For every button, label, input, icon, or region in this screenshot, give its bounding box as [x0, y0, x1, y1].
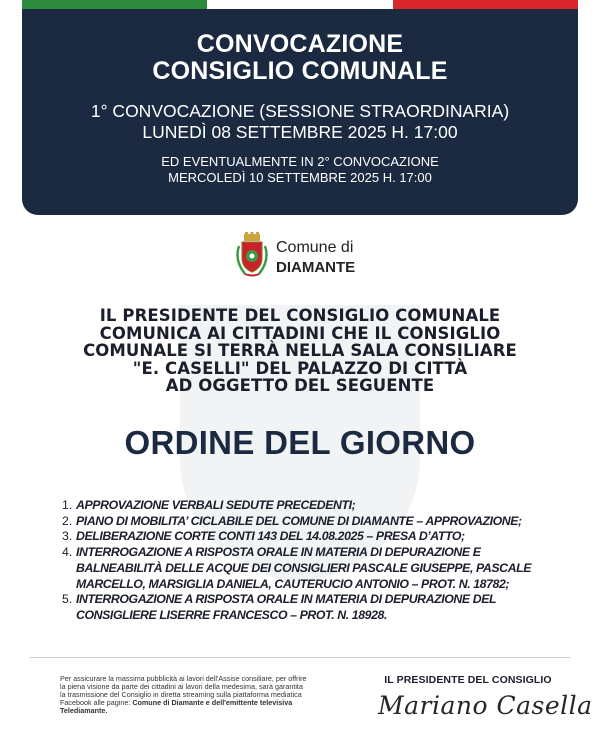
agenda-item-text: APPROVAZIONE VERBALI SEDUTE PRECEDENTI;: [76, 498, 356, 512]
agenda-title: ORDINE DEL GIORNO: [124, 424, 476, 461]
handwritten-signature: Mariano Casella: [378, 691, 593, 720]
agenda-item: [62, 514, 552, 530]
agenda-list: [62, 498, 552, 624]
second-convocation-line2: MERCOLEDÌ 10 SETTEMBRE 2025 H. 17:00: [168, 170, 432, 185]
streaming-note-text: Per assicurare la massima pubblicità ai lavori dell'Assise consiliare, per offrire la piena visione da parte dei cittadini ai lavori della medesima, sarà garantita la trasmissione del Consiglio in diretta streaming sulla piattaforma mediatica Facebook alle pagine:: [60, 674, 307, 708]
agenda-item-text: INTERROGAZIONE A RISPOSTA ORALE IN MATERIA DI DEPURAZIONE DEL CONSIGLIERE LISERRE FRANCESCO – PROT. N. 18928.: [76, 592, 496, 622]
flag-green-stripe: [22, 0, 207, 9]
second-convocation-line1: ED EVENTUALMENTE IN 2° CONVOCAZIONE: [161, 154, 439, 169]
signature-role: IL PRESIDENTE DEL CONSIGLIO: [384, 674, 552, 686]
italian-flag-bar: [22, 0, 578, 9]
agenda-item-number: 5.: [62, 592, 73, 607]
announcement-line4: "E. CASELLI" DEL PALAZZO DI CITTÀ: [132, 358, 468, 378]
first-convocation: [22, 101, 578, 143]
second-convocation: [22, 154, 578, 186]
agenda-item-number: 2.: [62, 513, 73, 528]
agenda-item-number: 1.: [62, 498, 73, 512]
streaming-note: [60, 675, 310, 715]
convocation-header: [22, 9, 578, 215]
agenda-item-text: INTERROGAZIONE A RISPOSTA ORALE IN MATERIA DI DEPURAZIONE E BALNEABILITÀ DELLE ACQUE DEI CONSIGLIERI PASCALE GIUSEPPE, PASCALE MARCELLO, MARSIGLIA DANIELA, CAUTERUCIO ANTONIO – PROT. N. 18782;: [76, 545, 532, 591]
agenda-item: [62, 592, 552, 623]
agenda-item: [62, 529, 552, 545]
municipality-logo: [233, 232, 373, 282]
first-convocation-line2: LUNEDÌ 08 SETTEMBRE 2025 H. 17:00: [142, 122, 458, 142]
streaming-note-bold: Comune di Diamante e dell'emittente televisiva Telediamante.: [60, 698, 293, 716]
announcement-line5: AD OGGETTO DEL SEGUENTE: [165, 376, 435, 395]
announcement-line2: COMUNICA AI CITTADINI CHE IL CONSIGLIO: [99, 323, 501, 343]
logo-text-comune: Comune di: [276, 239, 354, 256]
agenda-item-number: 3.: [62, 529, 73, 544]
agenda-item: [62, 498, 552, 514]
agenda-item-number: 4.: [62, 545, 73, 560]
header-title-line1: CONVOCAZIONE: [196, 30, 404, 58]
agenda-item: [62, 545, 552, 592]
president-announcement: [40, 307, 560, 395]
announcement-line1: IL PRESIDENTE DEL CONSIGLIO COMUNALE: [99, 306, 501, 325]
signature-block: [378, 674, 593, 720]
announcement-line3: COMUNALE SI TERRÀ NELLA SALA CONSILIARE: [83, 341, 517, 360]
logo-text-diamante: DIAMANTE: [276, 259, 356, 276]
agenda-item-text: PIANO DI MOBILITA’ CICLABILE DEL COMUNE DI DIAMANTE – APPROVAZIONE;: [76, 513, 522, 528]
coat-of-arms-icon: [233, 232, 271, 278]
footer-divider: [30, 657, 570, 658]
agenda-item-text: DELIBERAZIONE CORTE CONTI 143 DEL 14.08.2025 – PRESA D’ATTO;: [76, 529, 465, 544]
flag-red-stripe: [393, 0, 578, 9]
first-convocation-line1: 1° CONVOCAZIONE (SESSIONE STRAORDINARIA): [90, 101, 510, 121]
header-title: [22, 31, 578, 85]
flag-white-stripe: [207, 0, 392, 9]
header-title-line2: CONSIGLIO COMUNALE: [152, 57, 448, 85]
